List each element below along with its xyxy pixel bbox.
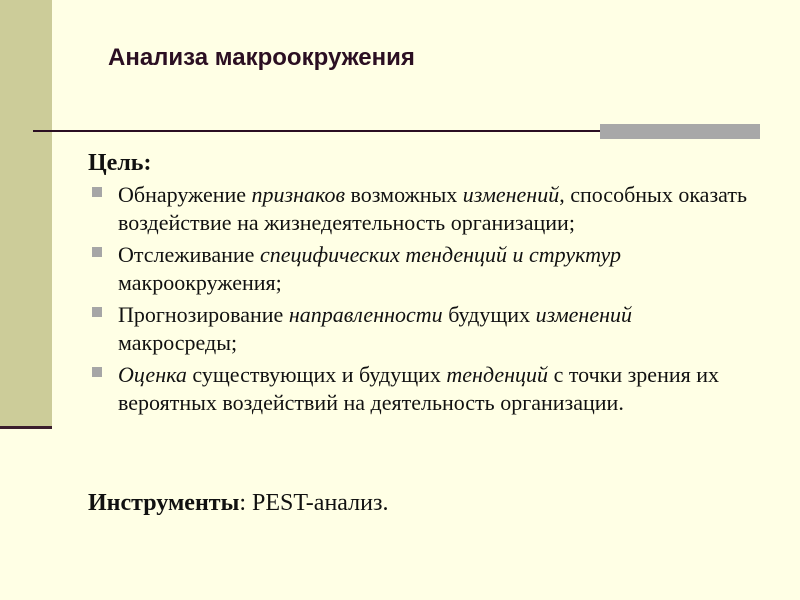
bullet-text: , способных оказать воздействие на жизнедеятельность организации; <box>118 182 747 235</box>
goal-bullet-list <box>88 181 748 421</box>
title-divider <box>33 130 603 132</box>
bullet-item <box>88 181 748 237</box>
bullet-text: возможных <box>345 182 463 207</box>
square-bullet-icon <box>92 247 102 257</box>
tools-label: Инструменты <box>88 490 240 516</box>
bullet-text: макросреды; <box>118 330 238 355</box>
left-band-underline <box>0 426 52 429</box>
bullet-text: макроокружения; <box>118 270 282 295</box>
slide-title: Анализа макроокружения <box>108 44 415 71</box>
bullet-item <box>88 301 748 357</box>
bullet-emphasis: тенденций <box>446 362 549 387</box>
bullet-emphasis: направленности <box>288 302 443 327</box>
bullet-text: с точки зрения их вероятных воздействий на деятельность организации. <box>118 362 720 415</box>
bullet-text: Прогнозирование <box>118 302 289 327</box>
square-bullet-icon <box>92 367 102 377</box>
square-bullet-icon <box>92 187 102 197</box>
left-decorative-band <box>0 0 52 428</box>
bullet-emphasis: Оценка <box>118 362 187 387</box>
tools-value: : PEST-анализ. <box>239 490 389 516</box>
square-bullet-icon <box>92 307 102 317</box>
bullet-text: существующих и будущих <box>186 362 447 387</box>
bullet-text: будущих <box>442 302 536 327</box>
tools-line <box>88 490 388 517</box>
bullet-item <box>88 241 748 297</box>
bullet-emphasis: изменений <box>535 302 633 327</box>
bullet-emphasis: специфических тенденций и структур <box>259 242 621 267</box>
bullet-text: Отслеживание <box>118 242 260 267</box>
divider-accent-bar <box>600 124 760 139</box>
bullet-emphasis: признаков <box>251 182 346 207</box>
bullet-item <box>88 361 748 417</box>
goal-heading: Цель: <box>88 150 152 176</box>
bullet-emphasis: изменений <box>462 182 560 207</box>
bullet-text: Обнаружение <box>118 182 252 207</box>
